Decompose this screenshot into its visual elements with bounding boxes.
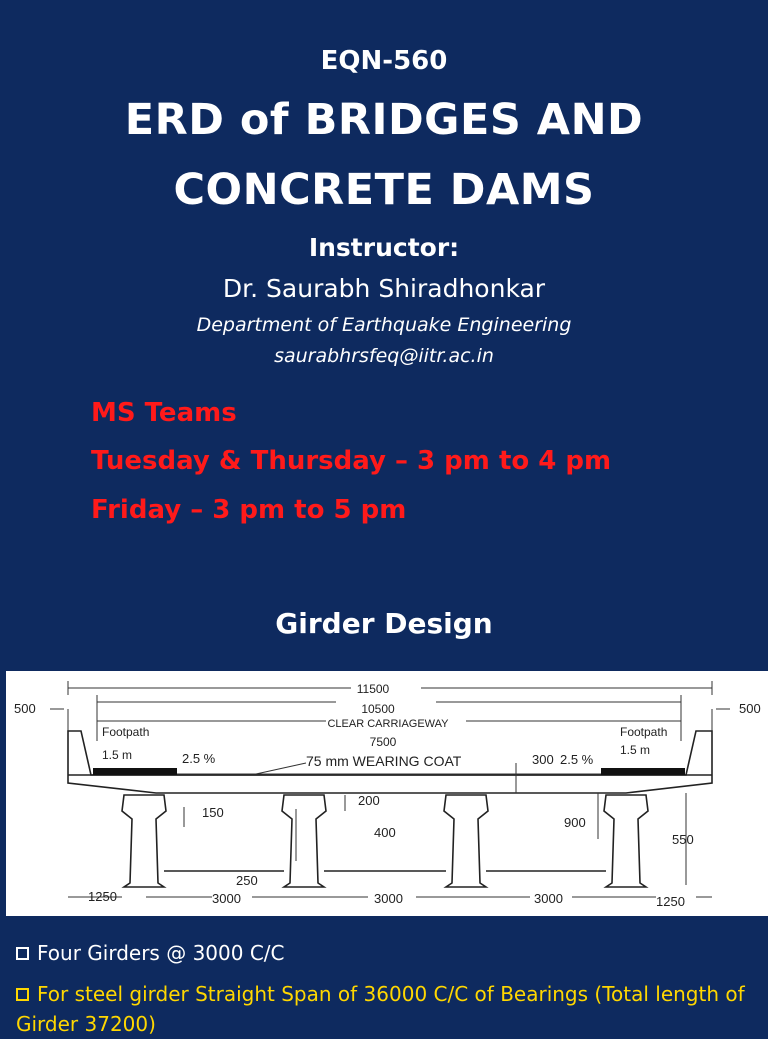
bullet-item [16, 941, 285, 965]
slope-left-label: 2.5 % [182, 751, 216, 766]
schedule-platform: MS Teams [91, 398, 237, 428]
dim-left-edge-label: 500 [14, 701, 36, 716]
dim-carriageway-inner-label: 7500 [369, 735, 397, 749]
footpath-left-label: Footpath [102, 725, 150, 739]
bullet-text: For steel girder Straight Span of 36000 C/C of Bearings (Total length of Girder 37200) [16, 982, 745, 1036]
schedule-tue-thu: Tuesday & Thursday – 3 pm to 4 pm [91, 446, 612, 476]
dim-250-label: 250 [236, 873, 258, 888]
instructor-label: Instructor: [308, 233, 460, 262]
girder-spacing-2-label: 3000 [374, 891, 403, 906]
girder-spacing-1-label: 3000 [212, 891, 241, 906]
dim-400-label: 400 [374, 825, 396, 840]
slide-title-line-1: ERD of BRIDGES AND [124, 95, 644, 145]
dim-900-label: 900 [564, 815, 586, 830]
wearing-coat-leader [256, 763, 306, 774]
footpath-right-width: 1.5 m [620, 743, 651, 757]
instructor-email: saurabhrsfeq@iitr.ac.in [274, 345, 494, 367]
dim-total-label: 11500 [356, 682, 390, 696]
dim-1250-left-label: 1250 [88, 889, 117, 904]
department-name: Department of Earthquake Engineering [196, 314, 572, 336]
dim-200-label: 200 [358, 793, 380, 808]
section-title: Girder Design [275, 607, 493, 640]
clear-carriageway-label: CLEAR CARRIAGEWAY [327, 718, 449, 730]
girders [122, 795, 648, 887]
dim-right-edge-label: 500 [739, 701, 761, 716]
slope-right-label: 2.5 % [560, 752, 594, 767]
dim-150-label: 150 [202, 805, 224, 820]
bridge-cross-section-diagram [6, 671, 768, 916]
checkbox-bullet-icon [16, 988, 29, 1001]
girder-spacing-3-label: 3000 [534, 891, 563, 906]
dim-300-label: 300 [532, 752, 554, 767]
bullet-text: Four Girders @ 3000 C/C [37, 941, 285, 965]
dim-carriageway-outer-label: 10500 [361, 702, 395, 716]
schedule-friday: Friday – 3 pm to 5 pm [91, 495, 407, 525]
course-code: EQN-560 [320, 46, 448, 76]
wearing-coat-label: 75 mm WEARING COAT [306, 753, 462, 769]
checkbox-bullet-icon [16, 947, 29, 960]
bullet-item [16, 979, 756, 1039]
footpath-right-label: Footpath [620, 725, 668, 739]
instructor-name: Dr. Saurabh Shiradhonkar [222, 274, 546, 303]
slide-title-line-2: CONCRETE DAMS [173, 165, 595, 215]
dim-1250-right-label: 1250 [656, 894, 685, 909]
dim-550-label: 550 [672, 832, 694, 847]
footpath-left-width: 1.5 m [102, 748, 133, 762]
